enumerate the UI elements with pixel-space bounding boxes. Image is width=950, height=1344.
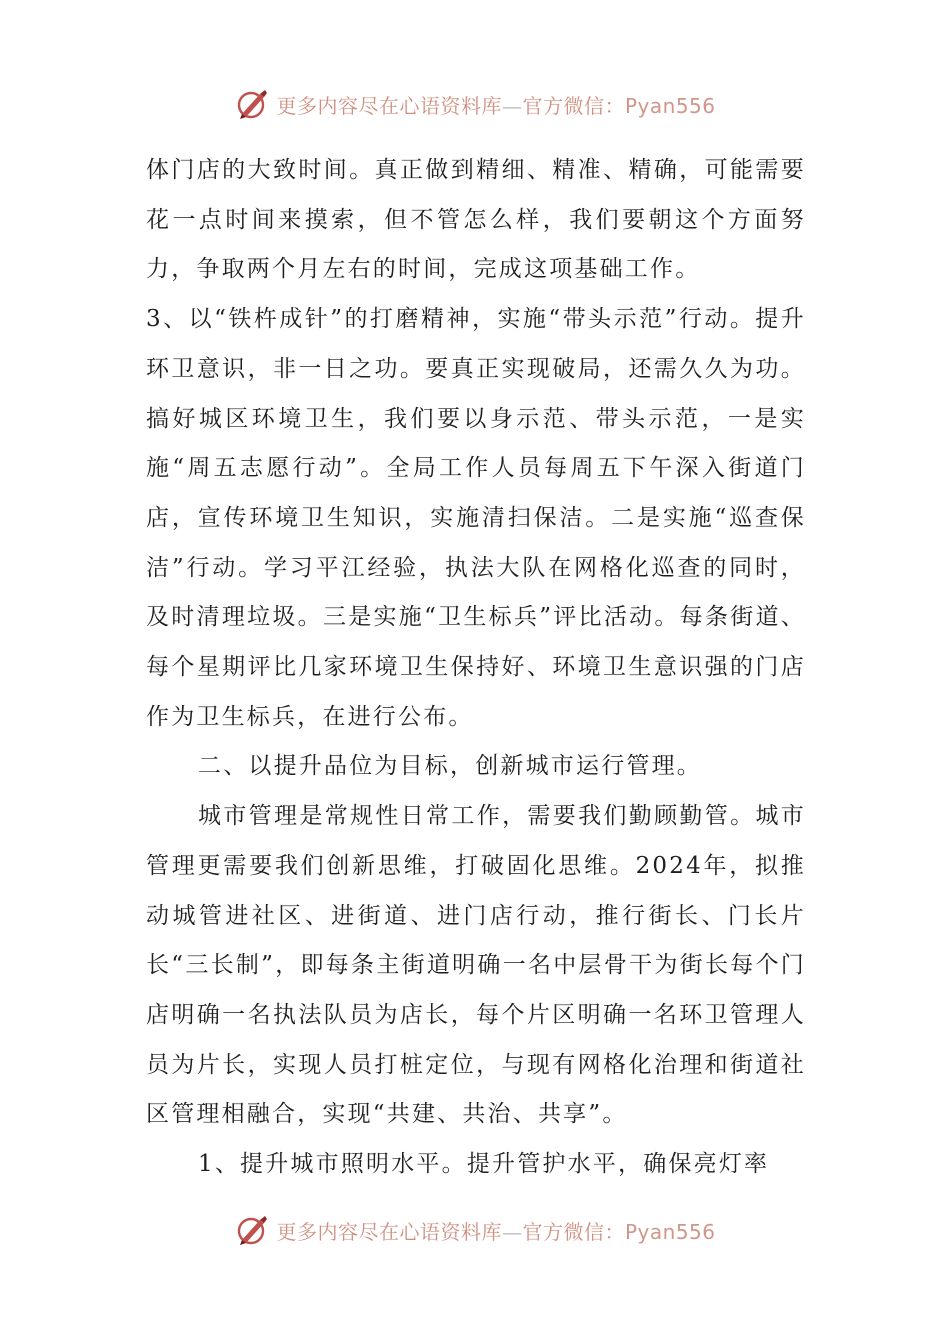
section-heading: 二、以提升品位为目标，创新城市运行管理。 xyxy=(198,753,702,780)
header-watermark xyxy=(0,84,950,124)
footer-watermark xyxy=(0,1210,950,1250)
watermark-label: 更多内容尽在心语资料库 xyxy=(276,93,502,118)
body-paragraph: 1、提升城市照明水平。提升管护水平，确保亮灯率 xyxy=(198,1151,770,1178)
body-paragraph: 3、以“铁杵成针”的打磨精神，实施“带头示范”行动。提升环卫意识，非一日之功。要真正实现破局，还需久久为功。搞好城区环境卫生，我们要以身示范、带头示范，一是实施“周五志愿行动”。全局工作人员每周五下午深入街道门店，宣传环境卫生知识，实施清扫保洁。二是实施“巡查保洁”行动。学习平江经验，执法大队在网格化巡查的同时，及时清理垃圾。三是实施“卫生标兵”评比活动。每条街道、每个星期评比几家环境卫生保持好、环境卫生意识强的门店作为卫生标兵，在进行公布。 xyxy=(146,306,806,730)
watermark-account-id: Pyan556 xyxy=(624,1219,716,1244)
pen-logo-icon xyxy=(234,86,270,122)
document-body xyxy=(146,146,806,1190)
watermark-label: 更多内容尽在心语资料库 xyxy=(276,1219,502,1244)
watermark-account-prefix: 官方微信： xyxy=(522,1219,625,1244)
watermark-account-prefix: 官方微信： xyxy=(522,93,625,118)
pen-logo-icon xyxy=(234,1212,270,1248)
watermark-separator: — xyxy=(501,1219,523,1244)
body-paragraph: 体门店的大致时间。真正做到精细、精准、精确，可能需要花一点时间来摸索，但不管怎么样，我们要朝这个方面努力，争取两个月左右的时间，完成这项基础工作。 xyxy=(146,157,806,283)
watermark-account-id: Pyan556 xyxy=(624,93,716,118)
body-paragraph: 城市管理是常规性日常工作，需要我们勤顾勤管。城市管理更需要我们创新思维，打破固化思维。2024年，拟推动城管进社区、进街道、进门店行动，推行街长、门长片长“三长制”，即每条主街道明确一名中层骨干为街长每个门店明确一名执法队员为店长，每个片区明确一名环卫管理人员为片长，实现人员打桩定位，与现有网格化治理和街道社区管理相融合，实现“共建、共治、共享”。 xyxy=(146,803,806,1128)
watermark-separator: — xyxy=(501,93,523,118)
